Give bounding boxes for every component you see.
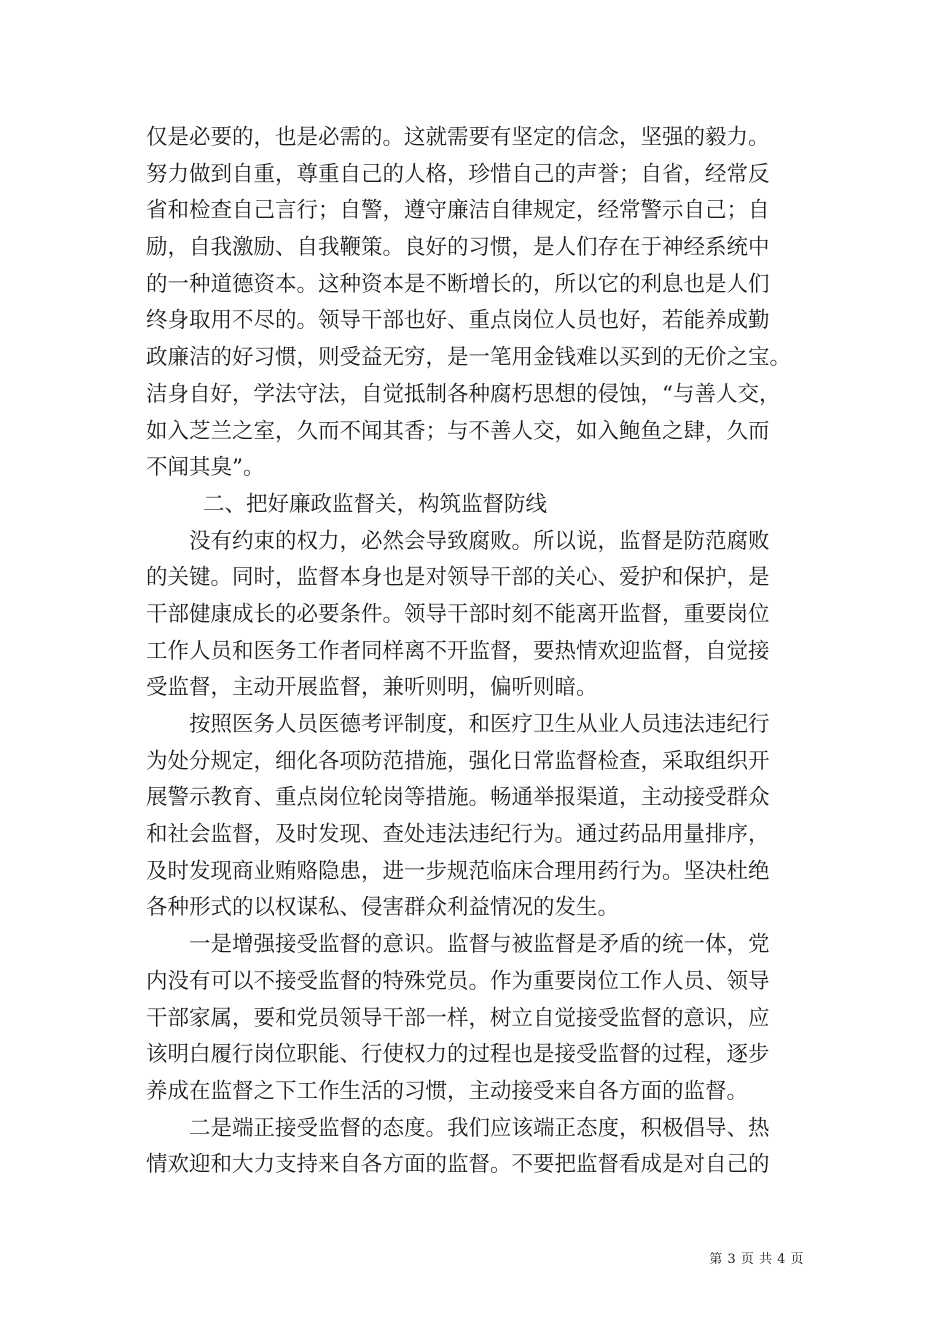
paragraph-first-line: 按照医务人员医德考评制度，和医疗卫生从业人员违法违纪行: [189, 712, 770, 737]
paragraph-first-line: 一是增强接受监督的意识。监督与被监督是矛盾的统一体，党: [189, 932, 770, 958]
text-line: 各种形式的以权谋私、侵害群众利益情况的发生。: [146, 895, 620, 921]
text-line: 仅是必要的，也是必需的。这就需要有坚定的信念，坚强的毅力。: [146, 125, 770, 150]
text-line: 不闻其臭”。: [146, 455, 265, 481]
text-line: 干部健康成长的必要条件。领导干部时刻不能离开监督，重要岗位: [146, 601, 770, 627]
text-line: 养成在监督之下工作生活的习惯，主动接受来自各方面的监督。: [146, 1078, 749, 1104]
text-line: 如入芝兰之室，久而不闻其香；与不善人交，如入鲍鱼之肆，久而: [146, 418, 770, 444]
text-line: 展警示教育、重点岗位轮岗等措施。畅通举报渠道，主动接受群众: [146, 785, 770, 811]
section-heading: 二、把好廉政监督关，构筑监督防线: [203, 491, 548, 517]
document-body: [146, 120, 814, 1184]
text-line: 的关键。同时，监督本身也是对领导干部的关心、爱护和保护，是: [146, 565, 770, 591]
text-line: 受监督，主动开展监督，兼听则明，偏听则暗。: [146, 675, 598, 701]
text-line: 努力做到自重，尊重自己的人格，珍惜自己的声誉；自省，经常反: [146, 161, 770, 187]
page-number: 第 3 页 共 4 页: [709, 1252, 804, 1267]
text-line: 和社会监督，及时发现、查处违法违纪行为。通过药品用量排序，: [146, 822, 770, 848]
text-line: 干部家属，要和党员领导干部一样，树立自觉接受监督的意识，应: [146, 1005, 770, 1031]
text-line: 内没有可以不接受监督的特殊党员。作为重要岗位工作人员、领导: [146, 968, 770, 994]
text-line: 为处分规定，细化各项防范措施，强化日常监督检查，采取组织开: [146, 748, 770, 774]
text-line: 省和检查自己言行；自警，遵守廉洁自律规定，经常警示自己；自: [146, 198, 770, 224]
text-line: 工作人员和医务工作者同样离不开监督，要热情欢迎监督，自觉接: [146, 638, 770, 664]
text-line: 的一种道德资本。这种资本是不断增长的，所以它的利息也是人们: [146, 271, 770, 297]
text-line: 及时发现商业贿赂隐患，进一步规范临床合理用药行为。坚决杜绝: [146, 858, 770, 884]
paragraph-first-line: 二是端正接受监督的态度。我们应该端正态度，积极倡导、热: [189, 1115, 770, 1141]
paragraph-first-line: 没有约束的权力，必然会导致腐败。所以说，监督是防范腐败: [189, 528, 770, 554]
text-line: 励，自我激励、自我鞭策。良好的习惯，是人们存在于神经系统中: [146, 235, 770, 261]
text-line: 终身取用不尽的。领导干部也好、重点岗位人员也好，若能养成勤: [146, 308, 770, 334]
text-line: 该明白履行岗位职能、行使权力的过程也是接受监督的过程，逐步: [146, 1042, 770, 1068]
text-line: 政廉洁的好习惯，则受益无穷，是一笔用金钱难以买到的无价之宝。: [146, 345, 792, 371]
text-line: 洁身自好，学法守法，自觉抵制各种腐朽思想的侵蚀，“与善人交，: [146, 381, 781, 407]
text-line: 情欢迎和大力支持来自各方面的监督。不要把监督看成是对自己的: [146, 1152, 770, 1178]
